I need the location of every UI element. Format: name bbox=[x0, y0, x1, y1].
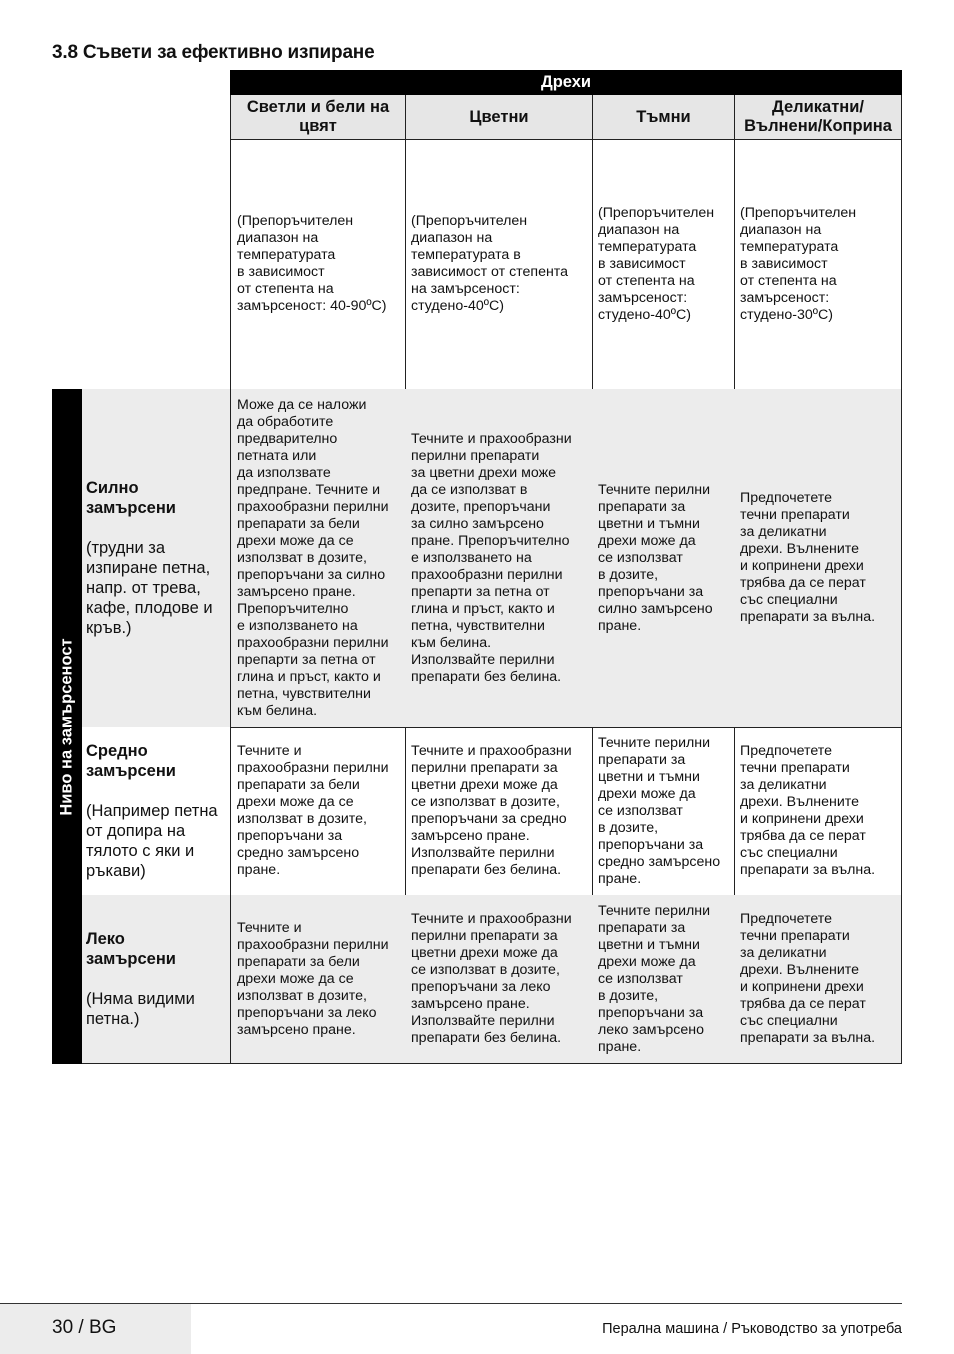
row-label-light bbox=[82, 895, 231, 1064]
column-header-colored: Цветни bbox=[405, 95, 593, 140]
table-cell: Течните и прахообразни перилни препарати за цветни дрехи може да се използват в дозите, препоръчани за силно замърсено пране. Препоръчително е използването на прахообразни перилни препарти за петна от глина и пръст, както и петна, чувствителни към белина. Използвайте перилни препарати без белина. bbox=[405, 389, 593, 728]
row-description: (Например петна от допира на тялото с яки и ръкави) bbox=[86, 802, 218, 880]
table-cell: Предпочетете течни препарати за деликатни дрехи. Вълнените и копринени дрехи трябва да се перат със специални препарати за вълна. bbox=[734, 389, 902, 728]
footer-divider bbox=[0, 1303, 902, 1304]
page-number: 30 / BG bbox=[52, 1317, 117, 1338]
temp-cell-delicate: (Препоръчителен диапазон на температурата в зависимост от степента на замърсеност: студено-30ºC) bbox=[734, 139, 902, 390]
column-header-dark: Тъмни bbox=[592, 95, 735, 140]
temp-cell-light-white: (Препоръчителен диапазон на температурата в зависимост от степента на замърсеност: 40-90ºC) bbox=[230, 139, 406, 390]
soiling-level-band bbox=[52, 389, 82, 1064]
row-title: Средно замърсени bbox=[86, 742, 176, 780]
table-cell: Предпочетете течни препарати за деликатни дрехи. Вълнените и копринени дрехи трябва да се перат със специални препарати за вълна. bbox=[734, 727, 902, 896]
row-title: Леко замърсени bbox=[86, 930, 176, 968]
row-label-medium bbox=[82, 727, 231, 896]
footer-manual-title: Перална машина / Ръководство за употреба bbox=[602, 1321, 902, 1337]
table-cell: Може да се наложи да обработите предварително петната или да използвате предпране. Течните и прахообразни перилни препарати за бели дрехи може да се използват в дозите, препоръчани за силно замърсено пране. Препоръчително е използването на прахообразни перилни препарти за петна от глина и пръст, както и петна, чувствителни към белина. bbox=[230, 389, 406, 728]
table-cell: Предпочетете течни препарати за деликатни дрехи. Вълнените и копринени дрехи трябва да се перат със специални препарати за вълна. bbox=[734, 895, 902, 1064]
column-header-light-white: Светли и бели на цвят bbox=[230, 95, 406, 140]
table-cell: Течните и прахообразни перилни препарати за бели дрехи може да се използват в дозите, препоръчани за средно замърсено пране. bbox=[230, 727, 406, 896]
row-description: (трудни за изпиране петна, напр. от трева, кафе, плодове и кръв.) bbox=[86, 539, 213, 637]
column-header-delicate: Деликатни/ Вълнени/Коприна bbox=[734, 95, 902, 140]
row-description: (Няма видими петна.) bbox=[86, 990, 195, 1028]
table-cell: Течните перилни препарати за цветни и тъмни дрехи може да се използват в дозите, препоръчани за леко замърсено пране. bbox=[592, 895, 735, 1064]
section-title: 3.8 Съвети за ефективно изпиране bbox=[52, 42, 375, 63]
soiling-level-label: Ниво на замърсеност bbox=[57, 637, 76, 816]
table-cell: Течните перилни препарати за цветни и тъмни дрехи може да се използват в дозите, препоръчани за средно замърсено пране. bbox=[592, 727, 735, 896]
table-cell: Течните и прахообразни перилни препарати за цветни дрехи може да се използват в дозите, препоръчани за леко замърсено пране. Използвайте перилни препарати без белина. bbox=[405, 895, 593, 1064]
row-label-heavy bbox=[82, 389, 231, 728]
table-cell: Течните и прахообразни перилни препарати за бели дрехи може да се използват в дозите, препоръчани за леко замърсено пране. bbox=[230, 895, 406, 1064]
table-cell: Течните перилни препарати за цветни и тъмни дрехи може да се използват в дозите, препоръчани за силно замърсено пране. bbox=[592, 389, 735, 728]
temp-cell-colored: (Препоръчителен диапазон на температурата в зависимост от степента на замърсеност: студено-40ºC) bbox=[405, 139, 593, 390]
row-title: Силно замърсени bbox=[86, 479, 176, 517]
header-group-clothes: Дрехи bbox=[230, 70, 902, 95]
temp-cell-dark: (Препоръчителен диапазон на температурата в зависимост от степента на замърсеност: студено-40ºC) bbox=[592, 139, 735, 390]
table-cell: Течните и прахообразни перилни препарати за цветни дрехи може да се използват в дозите, препоръчани за средно замърсено пране. Използвайте перилни препарати без белина. bbox=[405, 727, 593, 896]
